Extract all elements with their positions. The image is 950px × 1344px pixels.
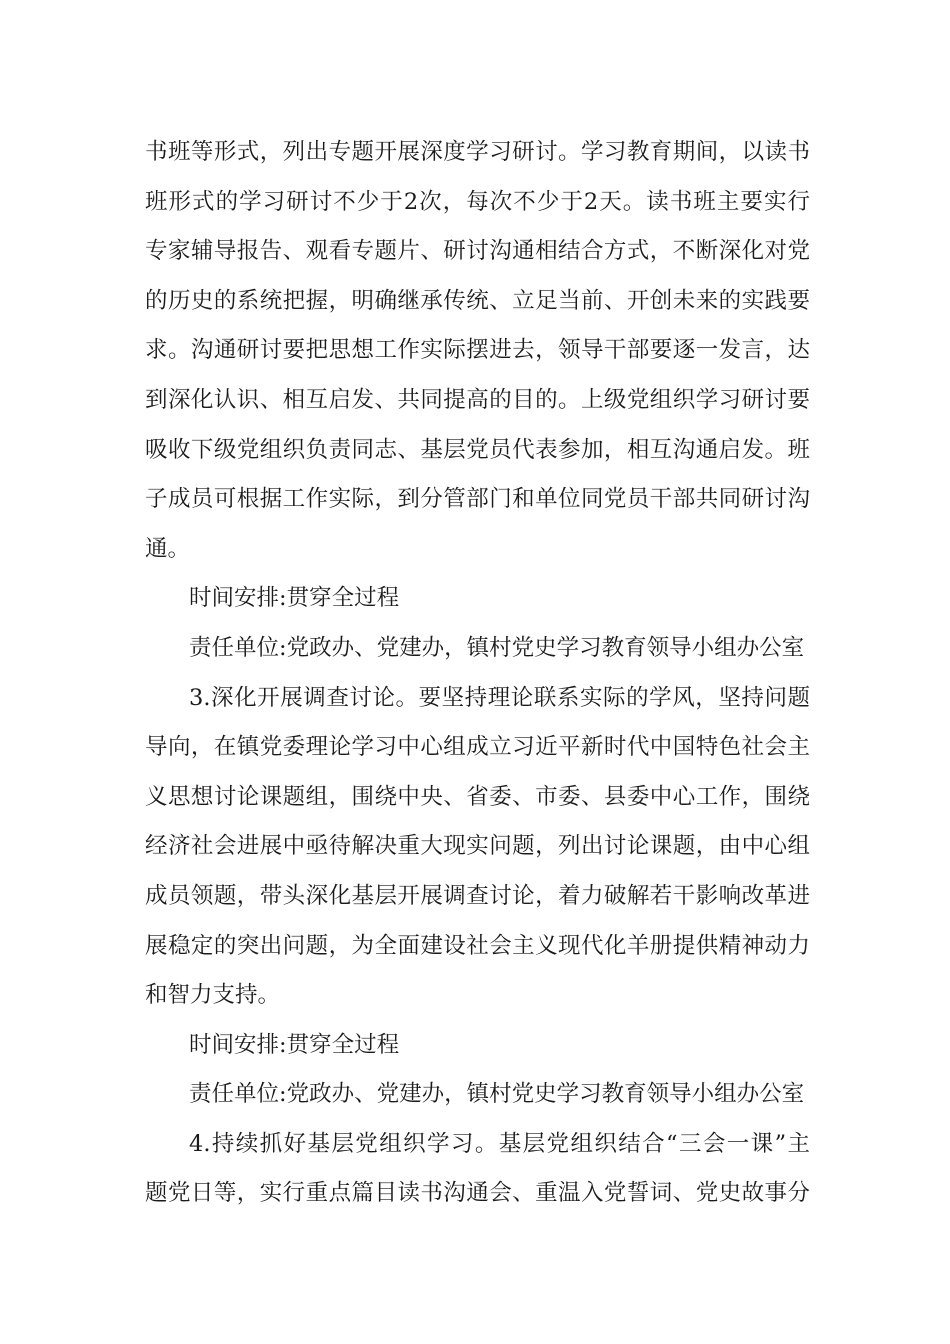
text-line: 求。沟通研讨要把思想工作实际摆进去，领导干部要逐一发言，达 [145,337,810,364]
text-line: 导向，在镇党委理论学习中心组成立习近平新时代中国特色社会主 [145,734,810,761]
section-heading-line: 3.深化开展调查讨论。要坚持理论联系实际的学风，坚持问题 [189,684,810,711]
time-arrangement-line: 时间安排:贯穿全过程 [189,1031,400,1058]
document-body [145,128,810,1219]
text-line: 的历史的系统把握，明确继承传统、立足当前、开创未来的实践要 [145,287,810,314]
text-line: 子成员可根据工作实际，到分管部门和单位同党员干部共同研讨沟 [145,486,810,513]
text-line: 吸收下级党组织负责同志、基层党员代表参加，相互沟通启发。班 [145,436,810,463]
text-line: 成员领题，带头深化基层开展调查讨论，着力破解若干影响改革进 [145,882,810,909]
text-line: 题党日等，实行重点篇目读书沟通会、重温入党誓词、党史故事分 [145,1180,810,1207]
responsible-unit-line: 责任单位:党政办、党建办，镇村党史学习教育领导小组办公室 [189,1081,805,1108]
text-line: 到深化认识、相互启发、共同提高的目的。上级党组织学习研讨要 [145,386,810,413]
responsible-unit-line: 责任单位:党政办、党建办，镇村党史学习教育领导小组办公室 [189,634,805,661]
text-line: 经济社会进展中亟待解决重大现实问题，列出讨论课题，由中心组 [145,833,810,860]
text-line: 专家辅导报告、观看专题片、研讨沟通相结合方式，不断深化对党 [145,238,810,265]
text-line: 通。 [145,535,191,562]
text-line: 班形式的学习研讨不少于2次，每次不少于2天。读书班主要实行 [145,188,810,215]
text-line: 展稳定的突出问题，为全面建设社会主义现代化羊册提供精神动力 [145,932,810,959]
text-line: 和智力支持。 [145,982,281,1009]
time-arrangement-line: 时间安排:贯穿全过程 [189,585,400,612]
text-line: 义思想讨论课题组，围绕中央、省委、市委、县委中心工作，围绕 [145,783,810,810]
section-heading-line: 4.持续抓好基层党组织学习。基层党组织结合“三会一课”主 [189,1130,810,1157]
text-line: 书班等形式，列出专题开展深度学习研讨。学习教育期间，以读书 [145,139,810,165]
